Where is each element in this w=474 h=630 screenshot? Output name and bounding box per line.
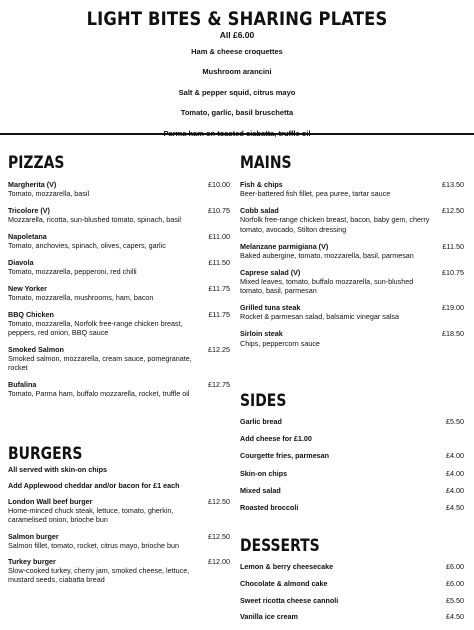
menu-item-row <box>240 469 464 478</box>
menu-item <box>8 258 230 276</box>
menu-item-name: Add cheese for £1.00 <box>240 434 312 444</box>
menu-item-row <box>240 206 464 215</box>
menu-item-description: Smoked salmon, mozzarella, cream sauce, pomegranate, rocket <box>8 353 192 373</box>
light-bite-item: Ham & cheese croquettes <box>191 47 283 56</box>
menu-item <box>240 180 464 198</box>
burgers-list <box>8 497 230 585</box>
menu-item-row <box>240 242 464 251</box>
menu-item-row <box>8 497 230 506</box>
menu-item-row <box>240 596 464 605</box>
menu-item-price: £12.75 <box>208 379 230 389</box>
menu-item-row <box>240 329 464 338</box>
menu-item-name: Garlic bread <box>240 417 282 426</box>
menu-item <box>8 206 230 224</box>
menu-item-price: £5.50 <box>446 595 464 605</box>
menu-item <box>8 497 230 525</box>
menu-item-price: £12.50 <box>208 531 230 541</box>
menu-item-price: £4.00 <box>446 468 464 478</box>
menu-item-name: Napoletana <box>8 231 47 241</box>
menu-item-price: £11.00 <box>208 231 230 241</box>
menu-item-name: Caprese salad (V) <box>240 267 301 277</box>
light-bites-title: LIGHT BITES & SHARING PLATES <box>86 8 388 30</box>
menu-item-name: Margherita (V) <box>8 180 57 189</box>
menu-item-row <box>8 258 230 267</box>
menu-item-name: Mixed salad <box>240 485 281 495</box>
menu-item-name: New Yorker <box>8 283 47 293</box>
menu-item-price: £4.50 <box>446 503 464 513</box>
menu-item-name: Sweet ricotta cheese cannoli <box>240 595 339 605</box>
pizzas-list <box>8 180 230 398</box>
pizzas-title: PIZZAS <box>8 153 65 173</box>
pizzas-section <box>8 153 230 398</box>
menu-item-row <box>240 612 464 621</box>
menu-item <box>240 206 464 234</box>
menu-item <box>8 180 230 198</box>
menu-item <box>240 596 464 605</box>
menu-item-row <box>240 417 464 426</box>
menu-item <box>240 434 464 443</box>
menu-item-name: Tricolore (V) <box>8 205 50 215</box>
menu-item-price: £6.00 <box>446 562 464 571</box>
menu-item-name: Grilled tuna steak <box>240 303 301 313</box>
menu-item-row <box>240 486 464 495</box>
menu-item <box>240 329 464 347</box>
menu-item <box>8 380 230 398</box>
menu-item-name: Cobb salad <box>240 206 279 216</box>
light-bites-section <box>0 8 474 148</box>
menu-item <box>240 268 464 296</box>
menu-item-name: Fish & chips <box>240 180 283 189</box>
sides-title: SIDES <box>240 391 287 411</box>
menu-item-row <box>8 284 230 293</box>
mains-title: MAINS <box>240 153 292 173</box>
menu-item-description: Baked aubergine, tomato, mozzarella, basil, parmesan <box>240 250 414 260</box>
menu-item-description: Tomato, mozzarella, pepperoni, red chilli <box>8 266 137 276</box>
menu-item-row <box>240 579 464 588</box>
menu-item-price: £12.25 <box>208 344 230 354</box>
menu-item-name: Smoked Salmon <box>8 344 64 354</box>
menu-item-row <box>240 562 464 571</box>
menu-item-description: Tomato, mozzarella, Norfolk free-range chicken breast, peppers, red onion, BBQ sauce <box>8 318 183 337</box>
menu-item-name: Bufalina <box>8 379 37 389</box>
menu-item-description: Tomato, mozzarella, basil <box>8 189 90 199</box>
menu-item-name: Chocolate & almond cake <box>240 578 328 588</box>
menu-item-price: £11.75 <box>208 283 230 293</box>
menu-item-name: Diavola <box>8 257 34 267</box>
menu-item-price: £4.00 <box>446 485 464 495</box>
light-bites-list <box>0 46 474 140</box>
light-bite-item: Salt & pepper squid, citrus mayo <box>178 87 296 97</box>
menu-item <box>240 579 464 588</box>
menu-item <box>240 469 464 478</box>
menu-item-row <box>240 503 464 512</box>
menu-item-name: Vanilla ice cream <box>240 612 298 622</box>
menu-item-price: £6.00 <box>446 578 464 588</box>
menu-item-row <box>8 557 230 566</box>
menu-item-row <box>240 268 464 277</box>
menu-item-row <box>8 310 230 319</box>
menu-item-description: Home-minced chuck steak, lettuce, tomato, gherkin, caramelised onion, brioche bun <box>8 506 174 525</box>
menu-item <box>8 310 230 338</box>
burgers-section <box>8 444 230 585</box>
menu-item-row <box>240 434 464 443</box>
menu-item-price: £10.75 <box>442 267 464 277</box>
menu-item-description: Mixed leaves, tomato, buffalo mozzarella, sun-blushed tomato, basil, parmesan <box>240 277 414 296</box>
menu-item <box>240 303 464 321</box>
light-bite-item: Mushroom arancini <box>202 67 272 77</box>
menu-item-row <box>8 232 230 241</box>
menu-item-name: Skin-on chips <box>240 468 288 478</box>
menu-item <box>240 503 464 512</box>
menu-item-price: £4.00 <box>446 451 464 461</box>
desserts-title: DESSERTS <box>240 536 320 556</box>
menu-item-price: £12.50 <box>208 497 230 506</box>
sides-section <box>240 391 464 512</box>
menu-item-row <box>240 303 464 312</box>
menu-item-price: £13.50 <box>442 180 464 189</box>
menu-item-row <box>8 345 230 354</box>
menu-item-price: £10.75 <box>208 205 230 215</box>
menu-item-row <box>240 180 464 189</box>
menu-item-price: £11.75 <box>208 309 230 319</box>
light-bites-price: All £6.00 <box>219 30 255 40</box>
menu-item-name: Courgette fries, parmesan <box>240 451 330 461</box>
menu-item-price: £11.50 <box>208 257 230 267</box>
menu-item-description: Chips, peppercorn sauce <box>240 338 320 348</box>
menu-item-description: Tomato, mozzarella, mushrooms, ham, bacon <box>8 292 154 302</box>
menu-item-name: Salmon burger <box>8 531 59 541</box>
menu-item-description: Slow-cooked turkey, cherry jam, smoked cheese, lettuce, mustard seeds, ciabatta bread <box>8 566 190 585</box>
menu-item-name: Lemon & berry cheesecake <box>240 562 334 571</box>
burgers-addon-note: Add Applewood cheddar and/or bacon for £1 each <box>8 481 180 490</box>
menu-item-price: £12.00 <box>208 557 230 567</box>
divider <box>0 133 474 135</box>
menu-item <box>240 612 464 621</box>
menu-item-price: £5.50 <box>446 417 464 426</box>
menu-item-price: £18.50 <box>442 329 464 339</box>
menu-item-row <box>8 380 230 389</box>
menu-item-description: Mozzarella, ricotta, sun-blushed tomato, spinach, basil <box>8 215 181 225</box>
menu-item-name: BBQ Chicken <box>8 309 54 319</box>
menu-item-description: Beer-battered fish fillet, pea puree, tartar sauce <box>240 189 391 199</box>
light-bite-item: Tomato, garlic, basil bruschetta <box>180 108 294 118</box>
menu-item-row <box>8 180 230 189</box>
menu-item-name: Turkey burger <box>8 557 56 567</box>
menu-item-name: Melanzane parmigiana (V) <box>240 241 329 251</box>
menu-item-row <box>8 206 230 215</box>
desserts-list <box>240 562 464 622</box>
menu-item <box>8 345 230 373</box>
mains-list <box>240 180 464 348</box>
desserts-section <box>240 536 464 622</box>
menu-item <box>240 486 464 495</box>
menu-item <box>8 232 230 250</box>
menu-item-row <box>8 532 230 541</box>
menu-item <box>8 557 230 585</box>
menu-item <box>240 417 464 426</box>
menu-item <box>240 242 464 260</box>
menu-item <box>8 532 230 550</box>
menu-item-description: Tomato, Parma ham, buffalo mozzarella, rocket, truffle oil <box>8 388 190 398</box>
menu-item-description: Tomato, anchovies, spinach, olives, capers, garlic <box>8 241 166 251</box>
menu-item <box>240 451 464 460</box>
menu-item <box>8 284 230 302</box>
menu-item-name: Roasted broccoli <box>240 503 299 513</box>
menu-item-price: £11.50 <box>442 241 464 251</box>
menu-item-description: Salmon fillet, tomato, rocket, citrus mayo, brioche bun <box>8 540 179 550</box>
burgers-note: All served with skin-on chips <box>8 465 108 474</box>
sides-list <box>240 417 464 512</box>
menu-item-name: London Wall beef burger <box>8 497 93 506</box>
menu-item-row <box>240 451 464 460</box>
menu-item-price: £10.00 <box>208 180 230 189</box>
menu-item-price: £4.50 <box>446 612 464 622</box>
mains-section <box>240 153 464 348</box>
menu-item <box>240 562 464 571</box>
menu-item-name: Sirloin steak <box>240 329 283 339</box>
menu-item-price: £12.50 <box>442 206 464 216</box>
burgers-title: BURGERS <box>8 444 83 464</box>
menu-item-price: £19.00 <box>442 303 464 313</box>
menu-item-description: Rocket & parmesan salad, balsamic vinegar salsa <box>240 312 399 322</box>
menu-item-description: Norfolk free-range chicken breast, bacon, baby gem, cherry tomato, avocado, Stilton dressing <box>240 215 430 234</box>
